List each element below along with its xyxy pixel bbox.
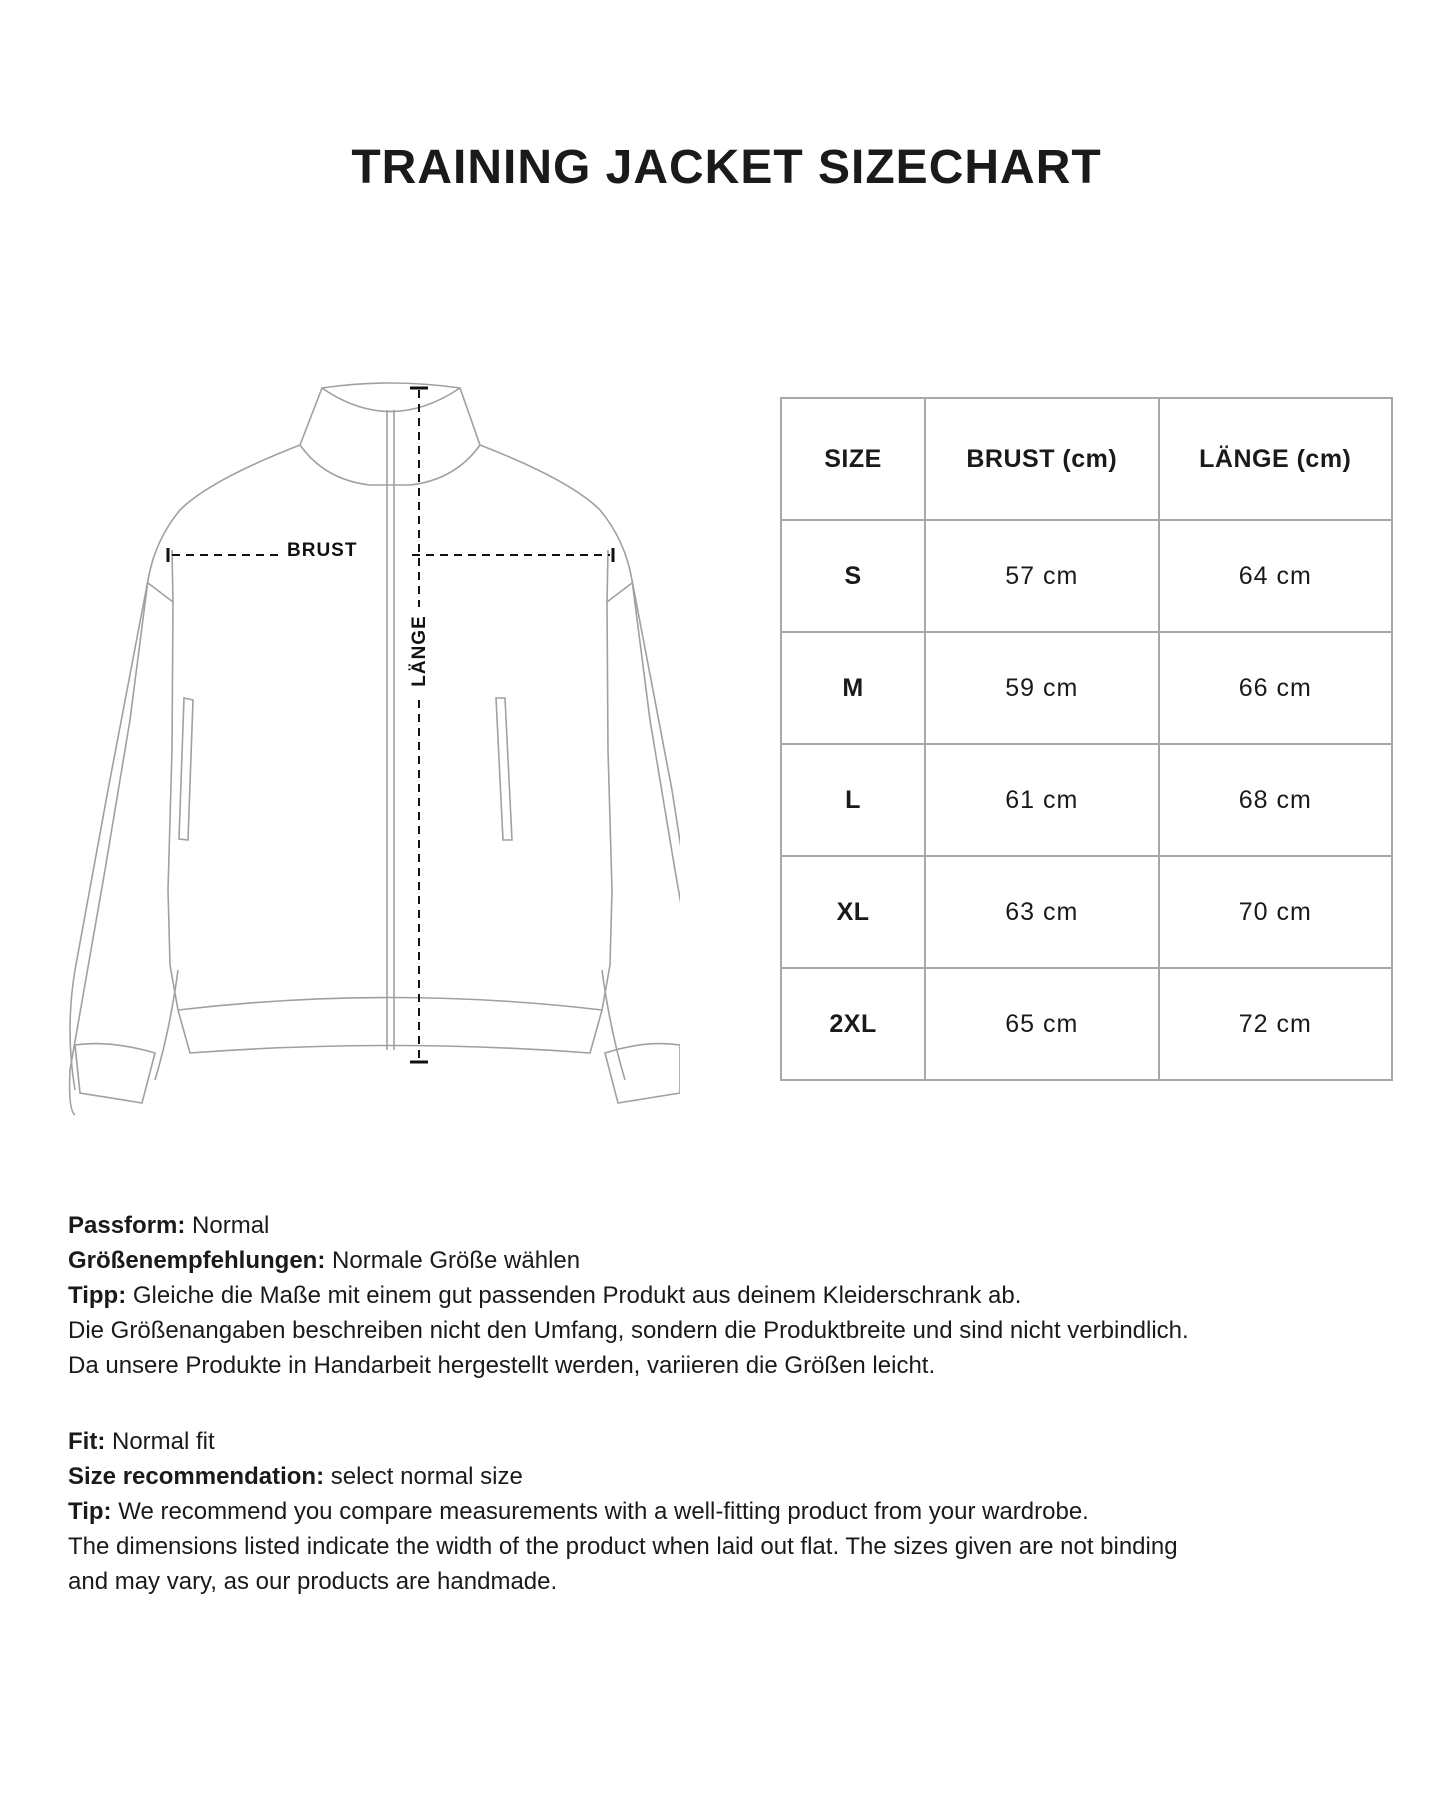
cell-brust: 63 cm xyxy=(925,856,1158,968)
jacket-diagram xyxy=(60,370,680,1130)
cell-laenge: 72 cm xyxy=(1159,968,1392,1080)
cell-laenge: 70 cm xyxy=(1159,856,1392,968)
cell-size: S xyxy=(781,520,925,632)
table-row xyxy=(781,744,1392,856)
disclaimer-line-2: and may vary, as our products are handmade. xyxy=(68,1568,558,1595)
fit-label: Fit: xyxy=(68,1428,106,1455)
table-row xyxy=(781,856,1392,968)
table-row xyxy=(781,632,1392,744)
header-laenge: LÄNGE (cm) xyxy=(1159,398,1392,520)
disclaimer-line-1: Die Größenangaben beschreiben nicht den Umfang, sondern die Produktbreite und sind nicht verbindlich. xyxy=(68,1317,1189,1344)
cell-size: L xyxy=(781,744,925,856)
page-title: TRAINING JACKET SIZECHART xyxy=(351,141,1102,194)
size-rec-label: Size recommendation: xyxy=(68,1463,325,1490)
cell-laenge: 64 cm xyxy=(1159,520,1392,632)
tip-line xyxy=(68,1494,1178,1529)
fit-value: Normal fit xyxy=(111,1428,215,1455)
size-rec-line xyxy=(68,1459,1178,1494)
fit-line xyxy=(68,1424,1178,1459)
passform-value: Normal xyxy=(192,1212,270,1239)
empfehlung-value: Normale Größe wählen xyxy=(332,1247,581,1274)
laenge-measure-label: LÄNGE xyxy=(409,615,430,687)
size-rec-value: select normal size xyxy=(330,1463,523,1490)
cell-size: 2XL xyxy=(781,968,925,1080)
header-brust: BRUST (cm) xyxy=(925,398,1158,520)
tip-value: We recommend you compare measurements with a well-fitting product from your wardrobe. xyxy=(118,1498,1089,1525)
cell-brust: 61 cm xyxy=(925,744,1158,856)
jacket-outline-icon xyxy=(60,370,680,1130)
passform-line xyxy=(68,1208,1189,1243)
notes-german xyxy=(68,1208,1189,1383)
size-table xyxy=(780,397,1393,1081)
empfehlung-line xyxy=(68,1243,1189,1278)
disclaimer-line-1: The dimensions listed indicate the width of the product when laid out flat. The sizes given are not binding xyxy=(68,1533,1178,1560)
empfehlung-label: Größenempfehlungen: xyxy=(68,1247,326,1274)
passform-label: Passform: xyxy=(68,1212,186,1239)
cell-size: M xyxy=(781,632,925,744)
table-row xyxy=(781,968,1392,1080)
table-header-row xyxy=(781,398,1392,520)
header-size: SIZE xyxy=(781,398,925,520)
tip-label: Tip: xyxy=(68,1498,112,1525)
cell-size: XL xyxy=(781,856,925,968)
cell-laenge: 66 cm xyxy=(1159,632,1392,744)
notes-english xyxy=(68,1424,1178,1599)
tipp-value: Gleiche die Maße mit einem gut passenden Produkt aus deinem Kleiderschrank ab. xyxy=(132,1282,1022,1309)
cell-brust: 65 cm xyxy=(925,968,1158,1080)
tipp-line xyxy=(68,1278,1189,1313)
tipp-label: Tipp: xyxy=(68,1282,127,1309)
cell-brust: 59 cm xyxy=(925,632,1158,744)
cell-brust: 57 cm xyxy=(925,520,1158,632)
disclaimer-line-2: Da unsere Produkte in Handarbeit hergestellt werden, variieren die Größen leicht. xyxy=(68,1352,936,1379)
brust-measure-label: BRUST xyxy=(287,540,358,561)
cell-laenge: 68 cm xyxy=(1159,744,1392,856)
table-row xyxy=(781,520,1392,632)
